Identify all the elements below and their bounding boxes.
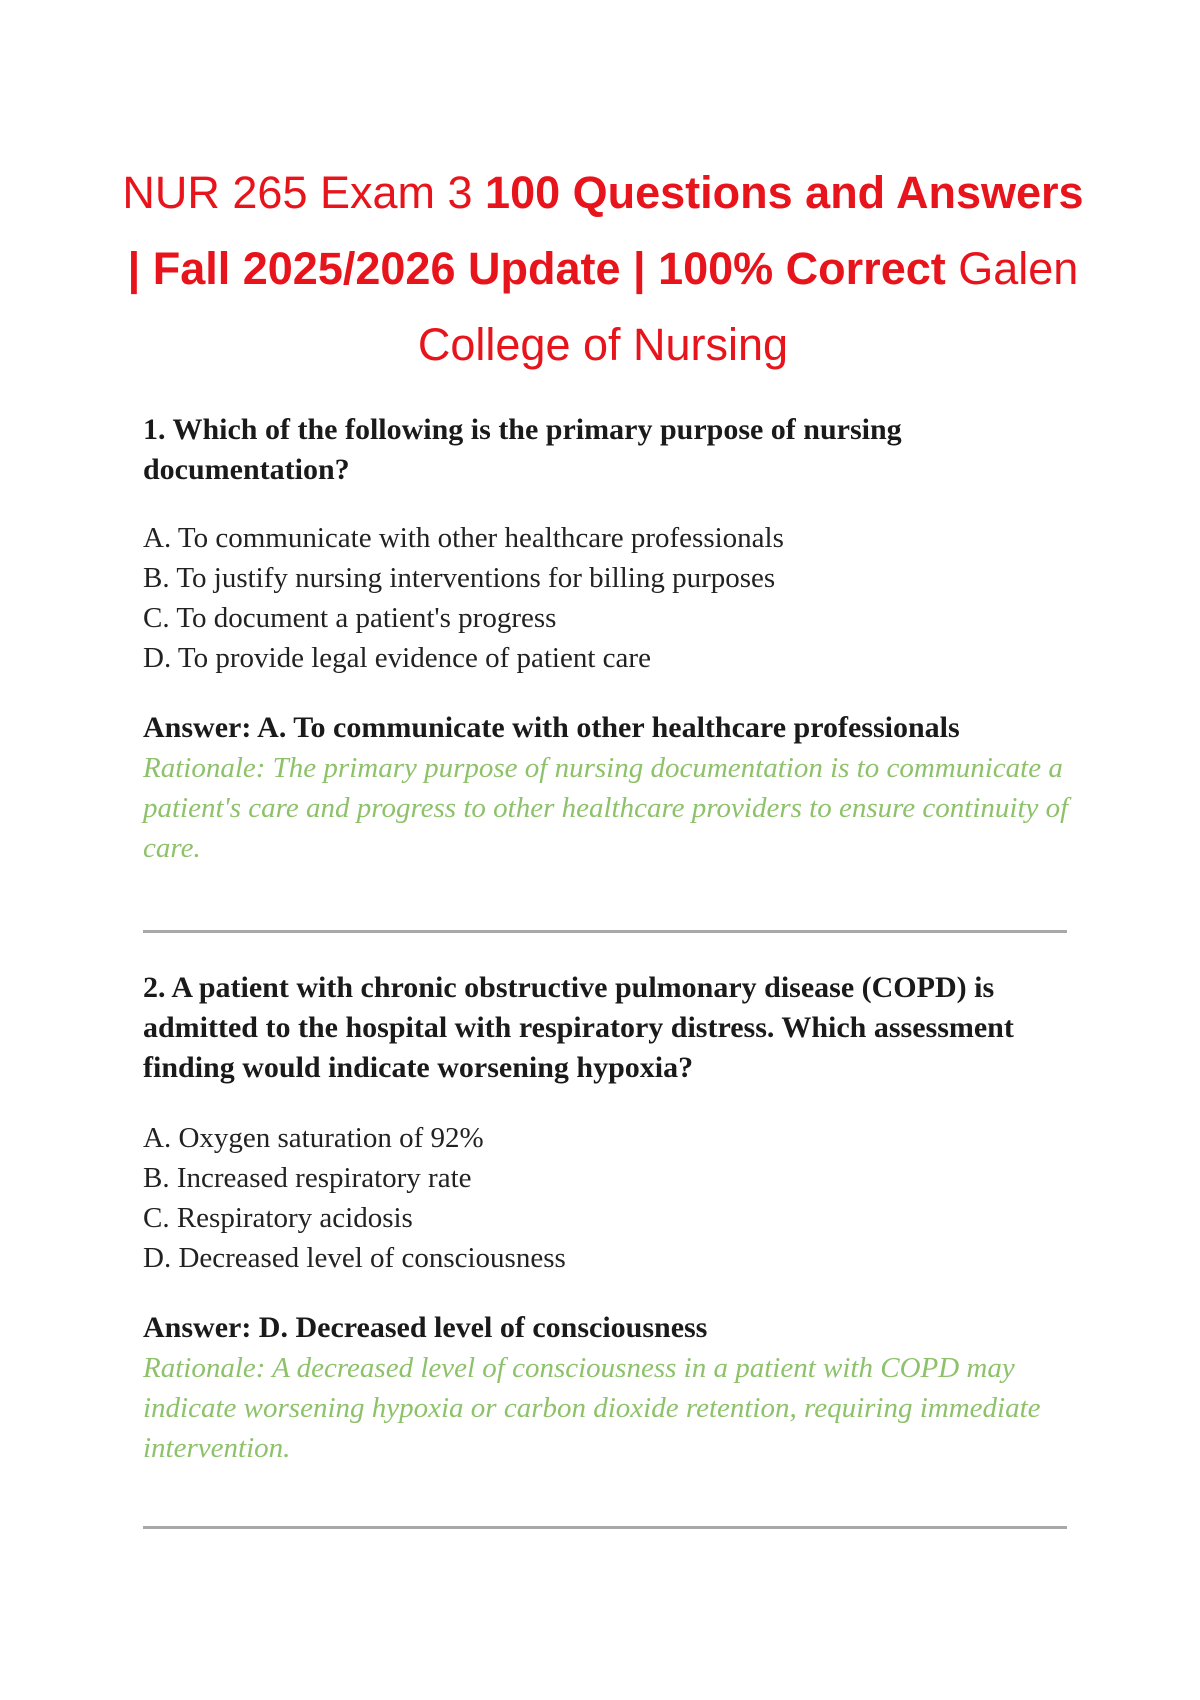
- title-school: Galen College of Nursing: [417, 243, 1079, 370]
- option-c: C. Respiratory acidosis: [143, 1202, 413, 1234]
- answer-text: Answer: D. Decreased level of consciousness: [143, 1311, 708, 1344]
- question-block-2: [143, 968, 1078, 1468]
- question-divider-1: [143, 930, 1067, 933]
- option-b: B. To justify nursing interventions for billing purposes: [143, 562, 776, 594]
- option-c: C. To document a patient's progress: [143, 602, 557, 634]
- question-divider-2: [143, 1526, 1067, 1529]
- document-title: [120, 155, 1086, 383]
- question-text: 2. A patient with chronic obstructive pulmonary disease (COPD) is admitted to the hospital with respiratory distress. Which assessment finding would indicate worsening hypoxia?: [143, 971, 1014, 1084]
- title-main: 100 Questions and Answers | Fall 2025/2026 Update | 100% Correct: [127, 167, 1084, 294]
- answer-text: Answer: A. To communicate with other healthcare professionals: [143, 711, 960, 744]
- rationale-text: Rationale: A decreased level of consciousness in a patient with COPD may indicate worsening hypoxia or carbon dioxide retention, requiring immediate intervention.: [143, 1352, 1041, 1464]
- option-list: [143, 518, 1078, 678]
- question-text: 1. Which of the following is the primary purpose of nursing documentation?: [143, 413, 902, 486]
- option-a: A. Oxygen saturation of 92%: [143, 1122, 484, 1154]
- question-block-1: [143, 410, 1078, 868]
- rationale-text: Rationale: The primary purpose of nursing documentation is to communicate a patient's care and progress to other healthcare providers to ensure continuity of care.: [143, 752, 1069, 864]
- option-d: D. To provide legal evidence of patient care: [143, 642, 651, 674]
- option-list: [143, 1118, 1078, 1278]
- option-a: A. To communicate with other healthcare professionals: [143, 522, 784, 554]
- option-b: B. Increased respiratory rate: [143, 1162, 472, 1194]
- option-d: D. Decreased level of consciousness: [143, 1242, 566, 1274]
- title-course: NUR 265 Exam 3: [122, 167, 473, 218]
